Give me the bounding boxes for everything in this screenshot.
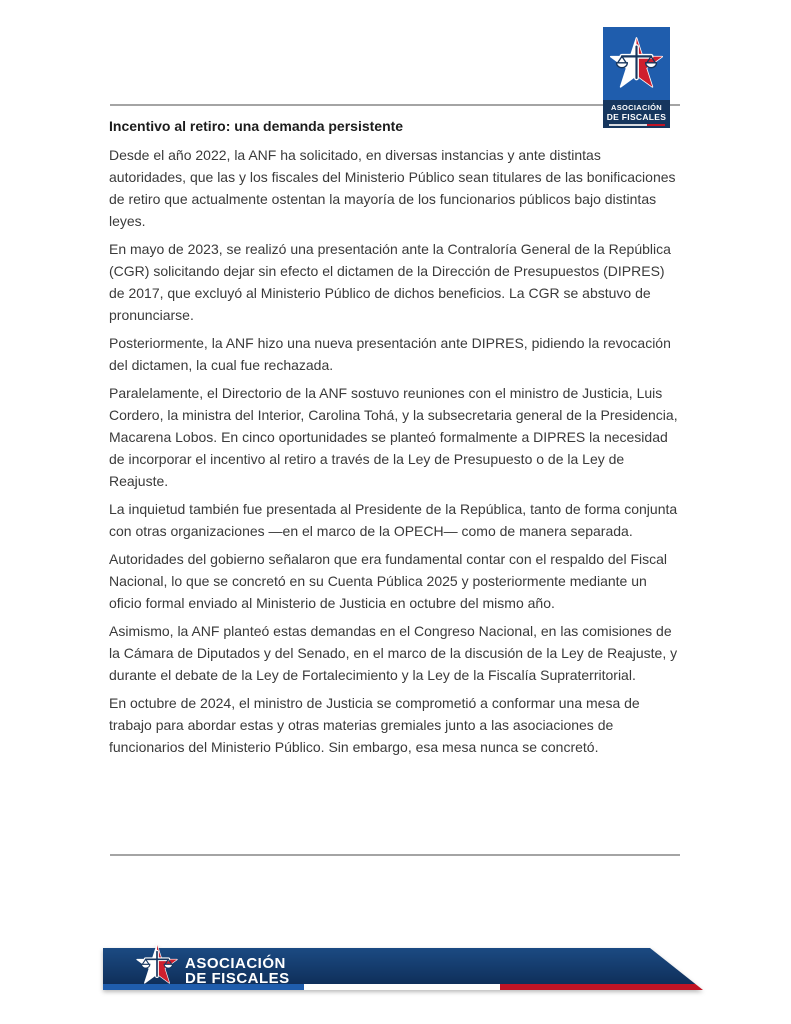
footer-text-line1: ASOCIACIÓN	[185, 955, 286, 972]
footer-text-line2: DE FISCALES	[185, 970, 290, 987]
footer-stripe-red	[500, 984, 703, 990]
paragraph: En octubre de 2024, el ministro de Justicia se comprometió a conformar una mesa de trabajo para abordar estas y otras materias gremiales junto a las asociaciones de funcionarios del Ministerio Público. Sin embargo, esa mesa nunca se concretó.	[109, 695, 640, 755]
anf-star-icon	[603, 27, 670, 100]
logo-text-line1: ASOCIACIÓN	[611, 103, 662, 112]
footer-stripe-white	[304, 984, 500, 990]
document-body	[109, 116, 681, 764]
paragraph: En mayo de 2023, se realizó una presentación ante la Contraloría General de la República (CGR) solicitando dejar sin efecto el dictamen de la Dirección de Presupuestos (DIPRES) de 2017, que excluyó al Ministerio Público de dichos beneficios. La CGR se abstuvo de pronunciarse.	[109, 241, 671, 323]
paragraph: Asimismo, la ANF planteó estas demandas en el Congreso Nacional, en las comisiones de la Cámara de Diputados y del Senado, en el marco de la discusión de la Ley de Reajuste, y durante el debate de la Ley de Fortalecimiento y la Ley de la Fiscalía Supraterritorial.	[109, 623, 678, 683]
paragraph: Desde el año 2022, la ANF ha solicitado, en diversas instancias y ante distintas autoridades, que las y los fiscales del Ministerio Público sean titulares de las bonificaciones de retiro que actualmente ostentan la mayoría de los funcionarios públicos bajo distintas leyes.	[109, 147, 676, 229]
paragraph: Autoridades del gobierno señalaron que era fundamental contar con el respaldo del Fiscal Nacional, lo que se concretó en su Cuenta Pública 2025 y posteriormente mediante un oficio formal enviado al Ministerio de Justicia en octubre del mismo año.	[109, 551, 668, 611]
paragraph: La inquietud también fue presentada al Presidente de la República, tanto de forma conjunta con otras organizaciones —en el marco de la OPECH— como de manera separada.	[109, 501, 678, 539]
paragraph: Paralelamente, el Directorio de la ANF sostuvo reuniones con el ministro de Justicia, Luis Cordero, la ministra del Interior, Carolina Tohá, y la subsecretaria general de la Presidencia, Macarena Lobos. En cinco oportunidades se planteó formalmente a DIPRES la necesidad de incorporar el incentivo al retiro a través de la Ley de Presupuesto o de la Ley de Reajuste.	[109, 385, 678, 489]
section-title: Incentivo al retiro: una demanda persistente	[109, 118, 404, 134]
header-separator-line	[110, 104, 680, 106]
logo-text-line2: DE FISCALES	[606, 112, 667, 122]
anf-logo-wordmark	[603, 100, 670, 128]
footer-separator-line	[110, 854, 680, 856]
logo-underline	[609, 124, 665, 126]
paragraph: Posteriormente, la ANF hizo una nueva presentación ante DIPRES, pidiendo la revocación del dictamen, la cual fue rechazada.	[109, 335, 671, 373]
anf-footer-banner	[85, 945, 705, 997]
paragraphs-container	[109, 144, 681, 758]
anf-header-logo	[603, 27, 670, 128]
